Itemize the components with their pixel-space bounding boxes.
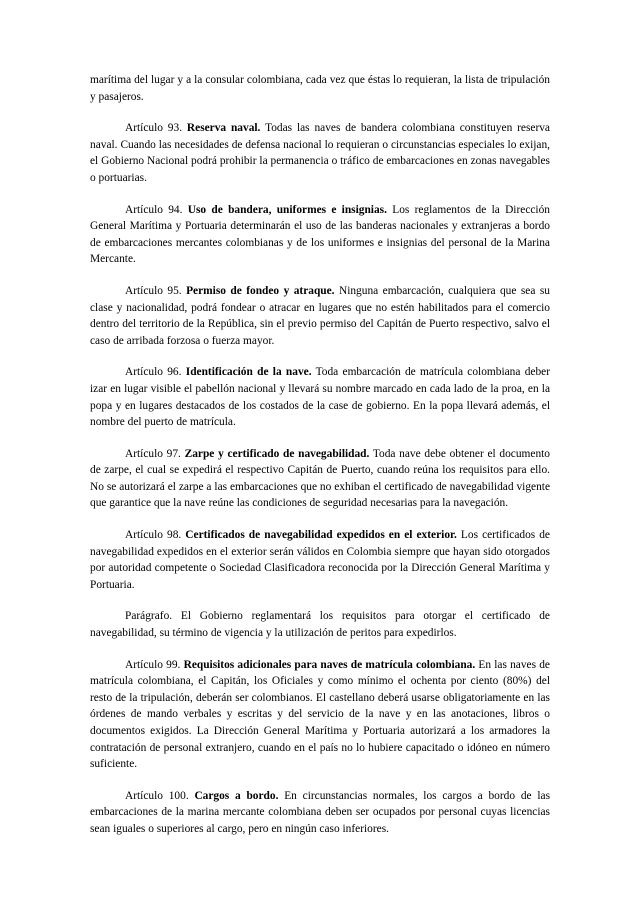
- article-heading: Uso de bandera, uniformes e insignias.: [187, 203, 387, 216]
- article-heading: Zarpe y certificado de navegabilidad.: [184, 447, 370, 460]
- article-heading: Cargos a bordo.: [194, 789, 279, 802]
- article-98: [90, 527, 550, 593]
- article-heading: Identificación de la nave.: [185, 366, 312, 379]
- article-heading: Certificados de navegabilidad expedidos en el exterior.: [185, 529, 457, 542]
- paragraph-body: Parágrafo. El Gobierno reglamentará los requisitos para otorgar el certificado de navegabilidad, su término de vigencia y la utilización de peritos para expedirlos.: [90, 610, 550, 640]
- article-body: Todas las naves de bandera colombiana constituyen reserva naval. Cuando las necesidades de defensa nacional lo requieran o circunstancias especiales lo exijan, el Gobierno Nacional podrá prohibir la permanencia o tráfico de embarcaciones en zonas navegables o portuarias.: [90, 122, 550, 184]
- article-heading: Reserva naval.: [186, 122, 261, 135]
- article-number: Artículo 99.: [125, 658, 184, 671]
- article-97: [90, 446, 550, 512]
- article-body: Los certificados de navegabilidad expedidos en el exterior serán válidos en Colombia siempre que hayan sido otorgados por autoridad competente o Sociedad Clasificadora reconocida por la Dirección General Marítima y Portuaria.: [90, 529, 550, 591]
- article-100: [90, 788, 550, 838]
- article-94: [90, 202, 550, 268]
- article-number: Artículo 100.: [125, 789, 195, 802]
- article-body: Los reglamentos de la Dirección General Marítima y Portuaria determinarán el uso de las banderas nacionales y extranjeras a bordo de embarcaciones mercantes colombianas y de los uniformes e insignias del personal de la Marina Mercante.: [90, 203, 550, 266]
- article-number: Artículo 93.: [125, 122, 187, 135]
- paragraph-continuation: [90, 72, 550, 105]
- article-heading: Requisitos adicionales para naves de matrícula colombiana.: [183, 658, 476, 671]
- document-page: [90, 72, 550, 853]
- article-heading: Permiso de fondeo y atraque.: [186, 284, 335, 297]
- article-body: Toda embarcación de matrícula colombiana deber izar en lugar visible el pabellón nacional y llevará su nombre marcado en cada lado de la proa, en la popa y en lugares destacados de los costados de la case de gobierno. En la popa llevará además, el nombre del puerto de matrícula.: [90, 366, 551, 429]
- article-number: Artículo 98.: [125, 529, 186, 542]
- paragrafo: [90, 608, 550, 641]
- article-99: [90, 657, 550, 773]
- article-95: [90, 283, 550, 349]
- article-number: Artículo 96.: [125, 366, 186, 379]
- article-number: Artículo 97.: [125, 447, 185, 460]
- article-body: Toda nave debe obtener el documento de zarpe, el cual se expedirá el respectivo Capitán de Puerto, cuando reúna los requisitos para ello. No se autorizará el zarpe a las embarcaciones que no exhiban el certificado de navegabilidad vigente que garantice que la nave reúne las condiciones de seguridad necesarias para la navegación.: [90, 447, 550, 510]
- article-93: [90, 120, 550, 186]
- article-body: En las naves de matrícula colombiana, el Capitán, los Oficiales y como mínimo el ochenta por ciento (80%) del resto de la tripulación, deberán ser colombianos. El castellano deberá usarse obligatoriamente en las órdenes de mando verbales y escritas y del servicio de la nave y en las anotaciones, libros o documentos exigidos. La Dirección General Marítima y Portuaria autorizará a los armadores la contratación de personal extranjero, cuando en el país no lo hubiere capacitado o idóneo en número suficiente.: [90, 658, 550, 771]
- article-body: En circunstancias normales, los cargos a bordo de las embarcaciones de la marina mercante colombiana deben ser ocupados por personal cuyas licencias sean iguales o superiores al cargo, pero en ningún caso inferiores.: [90, 789, 551, 835]
- paragraph-body: marítima del lugar y a la consular colombiana, cada vez que éstas lo requieran, la lista de tripulación y pasajeros.: [90, 74, 550, 103]
- article-number: Artículo 94.: [125, 203, 188, 216]
- article-number: Artículo 95.: [125, 284, 187, 297]
- article-96: [90, 364, 550, 430]
- article-body: Ninguna embarcación, cualquiera que sea su clase y nacionalidad, podrá fondear o atracar en lugares que no estén habilitados para el comercio dentro del territorio de la República, sin el previo permiso del Capitán de Puerto respectivo, salvo el caso de arribada forzosa o fuerza mayor.: [90, 284, 550, 347]
